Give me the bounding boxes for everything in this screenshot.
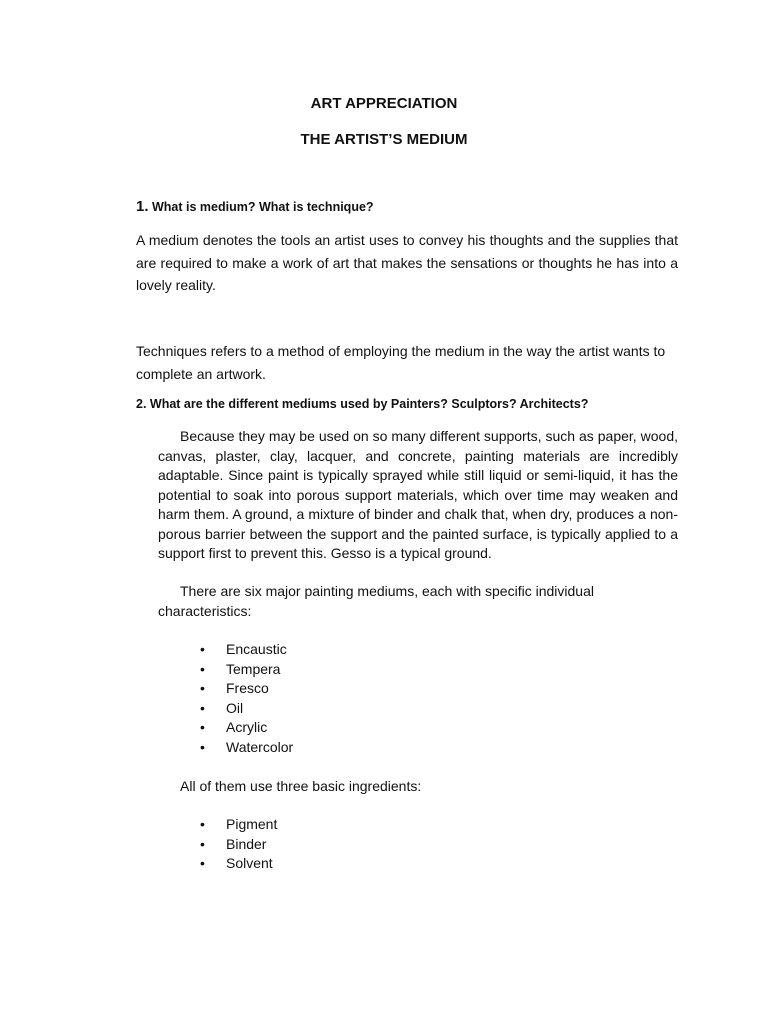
bullet-icon: • bbox=[200, 855, 205, 872]
list-item: • Fresco bbox=[197, 679, 293, 699]
list-item: • Binder bbox=[197, 835, 277, 855]
bullet-icon: • bbox=[200, 738, 205, 755]
medium-definition-paragraph: A medium denotes the tools an artist uses to convey his thoughts and the supplies that are required to make a work of art that makes the sensations or thoughts he has into a lovely reality. bbox=[136, 232, 678, 293]
bullet-icon: • bbox=[200, 680, 205, 697]
question-2-heading: 2. What are the different mediums used by Painters? Sculptors? Architects? bbox=[136, 397, 589, 411]
document-title: ART APPRECIATION bbox=[310, 95, 458, 112]
list-item: • Pigment bbox=[197, 815, 277, 835]
painting-mediums-intro: There are six major painting mediums, each with specific individual characteristics: bbox=[158, 583, 594, 619]
bullet-icon: • bbox=[200, 719, 205, 736]
list-item: • Watercolor bbox=[197, 738, 293, 758]
list-item: • Tempera bbox=[197, 660, 293, 680]
document-subtitle: THE ARTIST’S MEDIUM bbox=[300, 131, 468, 148]
bullet-icon: • bbox=[200, 660, 205, 677]
painting-supports-paragraph: Because they may be used on so many different supports, such as paper, wood, canvas, plaster, clay, lacquer, and concrete, painting materials are incredibly adaptable. Since paint is typically sprayed while still liquid or semi-liquid, it has the potential to soak into porous support materials, which over time may weaken and harm them. A ground, a mixture of binder and chalk that, when dry, produces a non-porous barrier between the support and the painted surface, is typically applied to a support first to prevent this. Gesso is a typical ground. bbox=[158, 428, 678, 561]
question-1-heading bbox=[136, 198, 374, 215]
list-item: • Oil bbox=[197, 699, 293, 719]
list-item: • Encaustic bbox=[197, 640, 293, 660]
bullet-icon: • bbox=[200, 699, 205, 716]
painting-mediums-list bbox=[197, 640, 293, 758]
bullet-icon: • bbox=[200, 835, 205, 852]
list-item: • Solvent bbox=[197, 854, 277, 874]
bullet-icon: • bbox=[200, 641, 205, 657]
question-1-text: What is medium? What is technique? bbox=[152, 200, 374, 214]
ingredients-list bbox=[197, 815, 277, 874]
list-item: • Acrylic bbox=[197, 718, 293, 738]
technique-definition-paragraph: Techniques refers to a method of employing the medium in the way the artist wants to complete an artwork. bbox=[136, 343, 666, 382]
ingredients-intro: All of them use three basic ingredients: bbox=[180, 778, 422, 794]
question-1-number: 1. bbox=[136, 198, 149, 215]
bullet-icon: • bbox=[200, 816, 205, 832]
